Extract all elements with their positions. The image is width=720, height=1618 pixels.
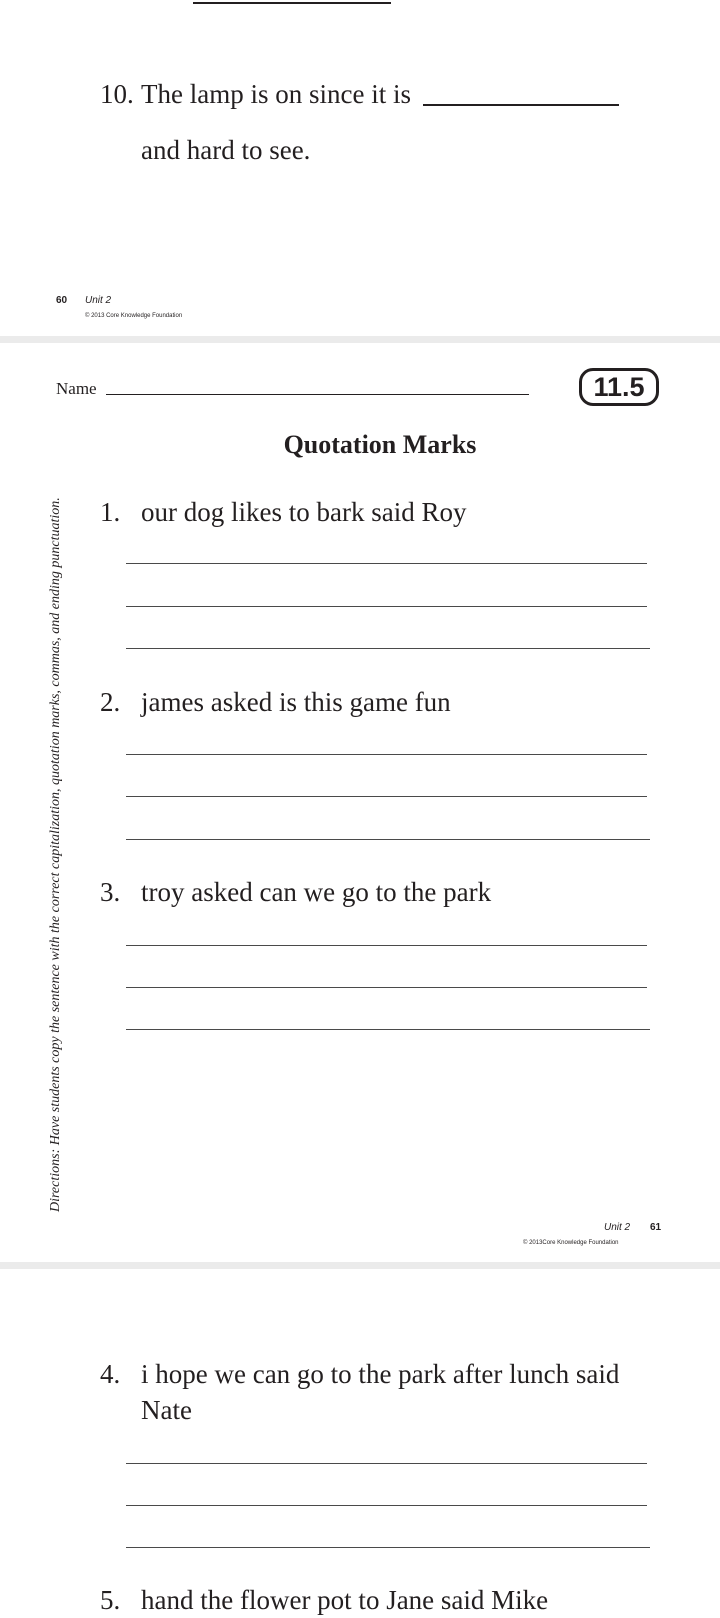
item-5-number: 5. xyxy=(100,1585,121,1615)
item-10-line2: and hard to see. xyxy=(141,135,311,165)
name-label: Name xyxy=(56,379,97,398)
footer-copyright: © 2013Core Knowledge Foundation xyxy=(523,1240,619,1246)
item-5-text: hand the flower pot to Jane said Mike xyxy=(141,1585,549,1615)
item-2-answer-line[interactable] xyxy=(126,754,647,755)
item-10-number: 10. xyxy=(100,79,134,109)
page-separator xyxy=(0,1262,720,1269)
footer-unit: Unit 2 xyxy=(85,295,112,306)
footer-copyright: © 2013 Core Knowledge Foundation xyxy=(85,313,183,319)
page-separator xyxy=(0,336,720,343)
item-4-line1: i hope we can go to the park after lunch said xyxy=(141,1359,620,1389)
worksheet-page xyxy=(0,343,720,1260)
name-field[interactable] xyxy=(106,394,529,395)
item-3-answer-line[interactable] xyxy=(126,945,647,946)
item-4-answer-line[interactable] xyxy=(126,1505,647,1506)
item-3-answer-line[interactable] xyxy=(126,1029,650,1030)
previous-page xyxy=(0,0,720,336)
worksheet-title: Quotation Marks xyxy=(283,430,477,459)
item-2-answer-line[interactable] xyxy=(126,796,647,797)
item-10-line1: The lamp is on since it is xyxy=(141,79,411,109)
footer-page-number: 61 xyxy=(650,1222,662,1233)
item-1-answer-line[interactable] xyxy=(126,648,650,649)
footer-page-number: 60 xyxy=(56,295,68,306)
item-4-answer-line[interactable] xyxy=(126,1463,647,1464)
item-2-answer-line[interactable] xyxy=(126,839,650,840)
item-4-answer-line[interactable] xyxy=(126,1547,650,1548)
item-2-text: james asked is this game fun xyxy=(141,687,451,717)
item-3-text: troy asked can we go to the park xyxy=(141,877,492,907)
item-10-answer-line[interactable] xyxy=(423,104,619,106)
item-3-number: 3. xyxy=(100,877,121,907)
directions-text: Directions: Have students copy the sentence with the correct capitalization, quotation marks, commas, and ending punctuation. xyxy=(48,497,63,1212)
item-1-answer-line[interactable] xyxy=(126,563,647,564)
item-3-answer-line[interactable] xyxy=(126,987,647,988)
item-4-number: 4. xyxy=(100,1359,121,1389)
lesson-badge: 11.5 xyxy=(579,368,659,406)
item-1-text: our dog likes to bark said Roy xyxy=(141,497,467,527)
item-1-answer-line[interactable] xyxy=(126,606,647,607)
footer-unit: Unit 2 xyxy=(604,1222,631,1233)
item-2-number: 2. xyxy=(100,687,121,717)
item-1-number: 1. xyxy=(100,497,121,527)
item-4-line2: Nate xyxy=(141,1395,192,1425)
partial-answer-line-9 xyxy=(193,2,391,4)
